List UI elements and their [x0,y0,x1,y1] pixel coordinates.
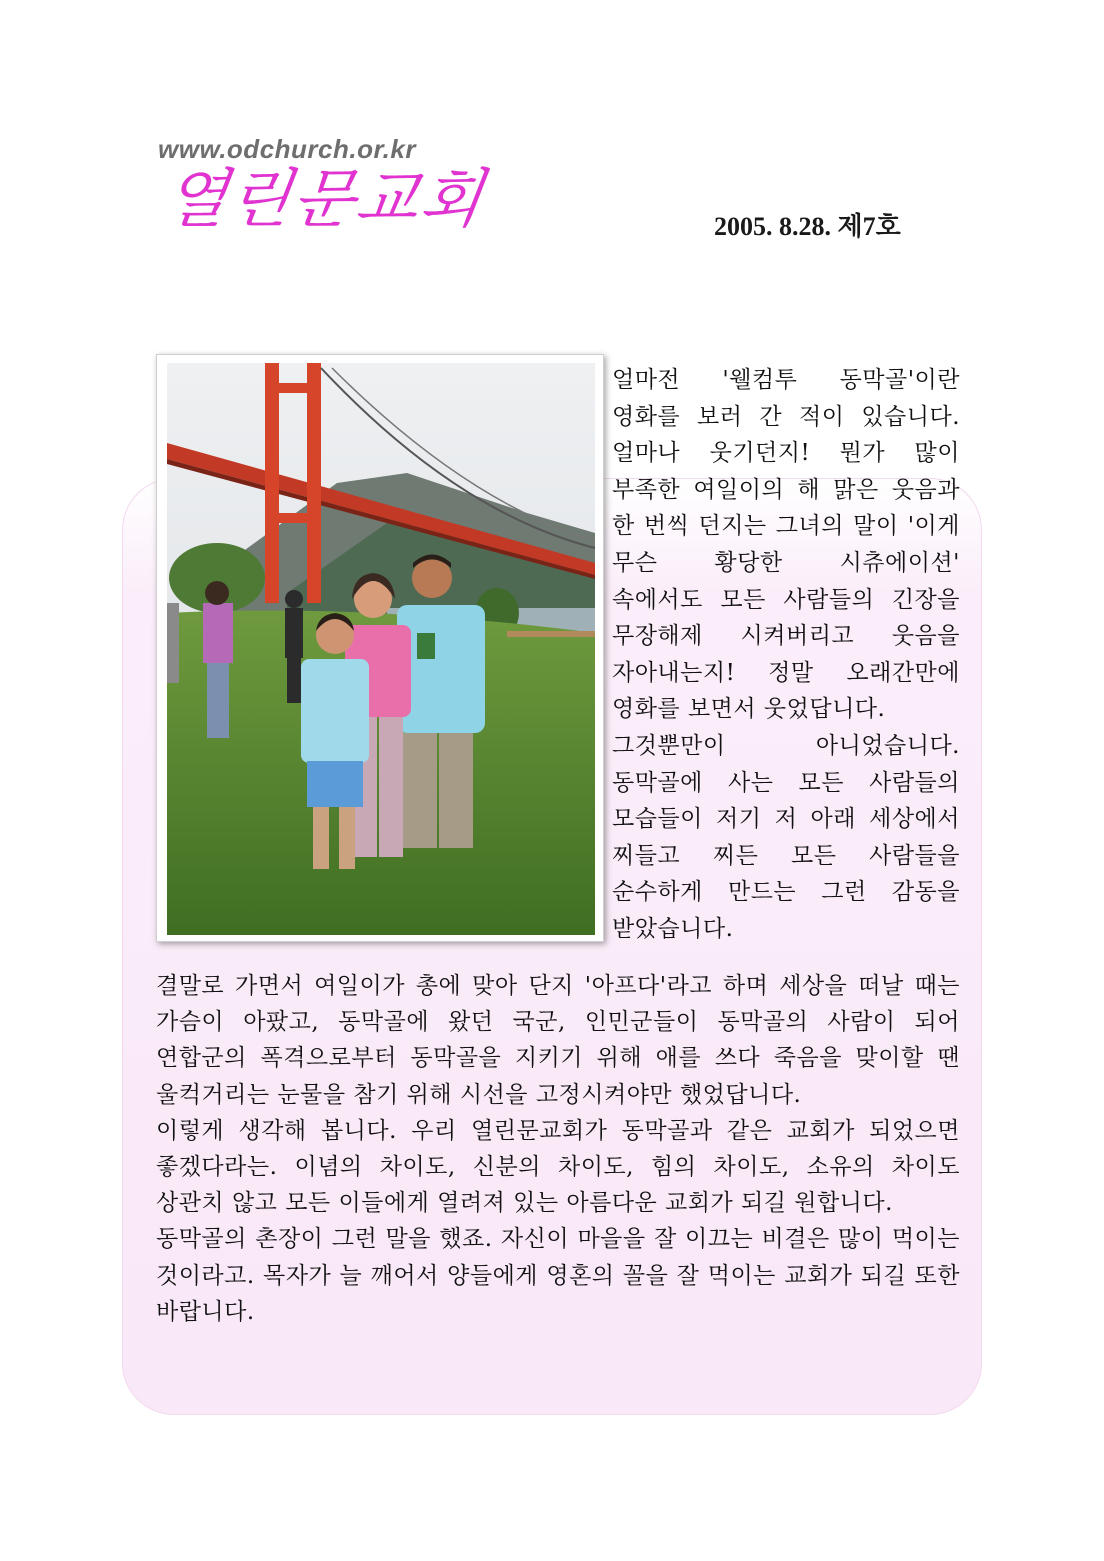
article-full-text [156,968,960,1330]
article-paragraph: 얼마전 '웰컴투 동막골'이란 영화를 보러 간 적이 있습니다. 얼마나 웃기던지! 뭔가 많이 부족한 여일이의 해 맑은 웃음과 한 번씩 던지는 그녀의 말이 '이게 무슨 황당한 시츄에이션' 속에서도 모든 사람들의 긴장을 무장해제 시켜버리고 웃음을 자아내는지! 정말 오래간만에 영화를 보면서 웃었답니다. [612,367,960,723]
church-url: www.odchurch.or.kr [158,134,416,164]
article-paragraph: 이렇게 생각해 봅니다. 우리 열린문교회가 동막골과 같은 교회가 되었으면 좋겠다라는. 이념의 차이도, 신분의 차이도, 힘의 차이도, 소유의 차이도 상관치 않고 모든 이들에게 열려져 있는 아름다운 교회가 되길 원합니다. [156,1117,960,1217]
church-title: 열린문교회 [159,163,490,237]
article-side-text [612,362,960,948]
family-photo [167,363,595,935]
article-paragraph: 결말로 가면서 여일이가 총에 맞아 단지 '아프다'라고 하며 세상을 떠날 때는 가슴이 아팠고, 동막골에 왔던 국군, 인민군들이 동막골의 사람이 되어 연합군의 폭격으로부터 동막골을 지키기 위해 애를 쓰다 죽음을 맞이할 땐 울컥거리는 눈물을 참기 위해 시선을 고정시켜야만 했었답니다. [156,973,960,1108]
issue-date: 2005. 8.28. 제7호 [714,212,901,241]
photo-frame [156,354,604,942]
article-paragraph: 동막골의 촌장이 그런 말을 했죠. 자신이 마을을 잘 이끄는 비결은 많이 먹이는 것이라고. 목자가 늘 깨어서 양들에게 영혼의 꼴을 잘 먹이는 교회가 되길 또한 바랍니다. [156,1226,960,1325]
article-paragraph: 그것뿐만이 아니었습니다. 동막골에 사는 모든 사람들의 모습들이 저기 저 아래 세상에서 찌들고 찌든 모든 사람들을 순수하게 만드는 그런 감동을 받았습니다. [612,732,960,942]
